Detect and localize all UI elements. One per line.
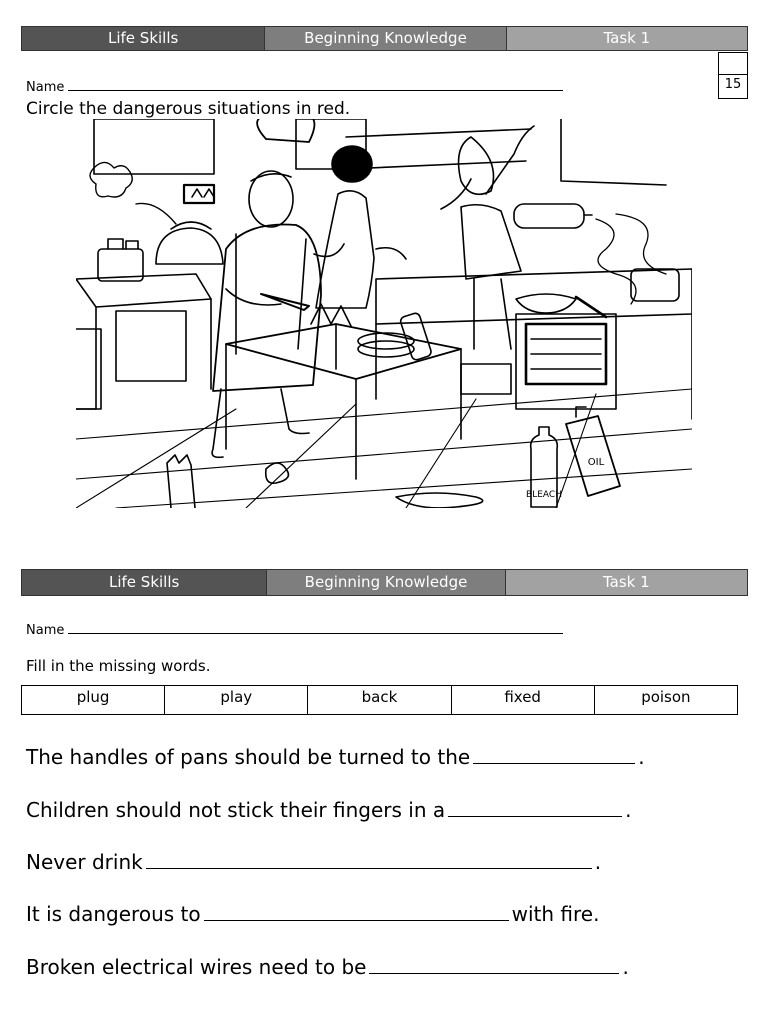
sentence-text: The handles of pans should be turned to the: [26, 745, 471, 769]
name-field[interactable]: [68, 78, 563, 91]
sentence-end: .: [594, 850, 602, 874]
oil-label: OIL: [587, 457, 605, 468]
total-score: 15: [724, 77, 742, 92]
sentence-text: Broken electrical wires need to be: [26, 955, 367, 979]
answer-blank[interactable]: [204, 902, 509, 921]
word-bank-item: fixed: [451, 686, 594, 715]
floor-tiles: [76, 389, 692, 508]
kettle-icon: [156, 222, 223, 264]
stove-pan-icon: [516, 269, 679, 317]
sentence: [26, 744, 645, 770]
subject-cell-2: Life Skills: [22, 570, 266, 595]
sentence-end: with fire.: [511, 902, 600, 926]
score-box: [718, 52, 748, 99]
answer-blank[interactable]: [369, 955, 619, 974]
woman-figure: [314, 146, 406, 308]
name-label-2: Name: [26, 623, 65, 638]
worksheet-header-2: [21, 569, 748, 596]
oven-icon: [516, 314, 616, 409]
sentence: [26, 849, 601, 875]
word-bank-item: poison: [594, 686, 737, 715]
sentence-end: .: [622, 955, 629, 979]
sentence: [26, 797, 632, 823]
bleach-bottle-icon: [526, 427, 562, 507]
cat-icon: [167, 455, 195, 508]
toaster-icon: [98, 239, 143, 281]
answer-blank[interactable]: [448, 798, 622, 817]
word-bank-item: play: [165, 686, 308, 715]
name-field-2[interactable]: [68, 621, 563, 634]
task-cell: Task 1: [506, 27, 747, 50]
answer-blank[interactable]: [473, 745, 635, 764]
answer-blank[interactable]: [146, 850, 592, 869]
oil-can-icon: [566, 407, 620, 496]
task-cell-2: Task 1: [505, 570, 747, 595]
word-bank-item: back: [308, 686, 451, 715]
kitchen-table: [226, 324, 461, 479]
section-cell-2: Beginning Knowledge: [266, 570, 504, 595]
bin-icon: [76, 329, 101, 409]
section-cell: Beginning Knowledge: [264, 27, 505, 50]
counter-right: [376, 269, 692, 419]
sentence-end: .: [638, 745, 645, 769]
kitchen-hazards-illustration: [76, 119, 692, 508]
smoke-icon: [90, 162, 176, 224]
girl-on-stool-figure: [441, 126, 534, 394]
table-items: [311, 304, 432, 361]
sentence-end: .: [625, 798, 632, 822]
sentence-text: Never drink: [26, 850, 143, 874]
worksheet-header: [21, 26, 748, 51]
paper-towel-icon: [514, 204, 592, 228]
wall-socket-icon: [184, 185, 214, 203]
name-line-2: [26, 621, 563, 639]
word-bank-item: plug: [22, 686, 165, 715]
name-line: [26, 78, 563, 96]
counter-left: [76, 274, 211, 409]
name-label: Name: [26, 80, 65, 95]
word-bank: [21, 685, 738, 715]
instruction-2: Fill in the missing words.: [26, 657, 211, 675]
instruction: Circle the dangerous situations in red.: [26, 99, 351, 119]
score-divider: [719, 74, 747, 75]
bleach-label: BLEACH: [526, 490, 562, 500]
subject-cell: Life Skills: [22, 27, 264, 50]
sentence-text: Children should not stick their fingers in a: [26, 798, 446, 822]
sentence: [26, 954, 629, 980]
sentence-text: It is dangerous to: [26, 902, 201, 926]
sentence: [26, 901, 599, 927]
wall-cabinets: [94, 119, 666, 185]
